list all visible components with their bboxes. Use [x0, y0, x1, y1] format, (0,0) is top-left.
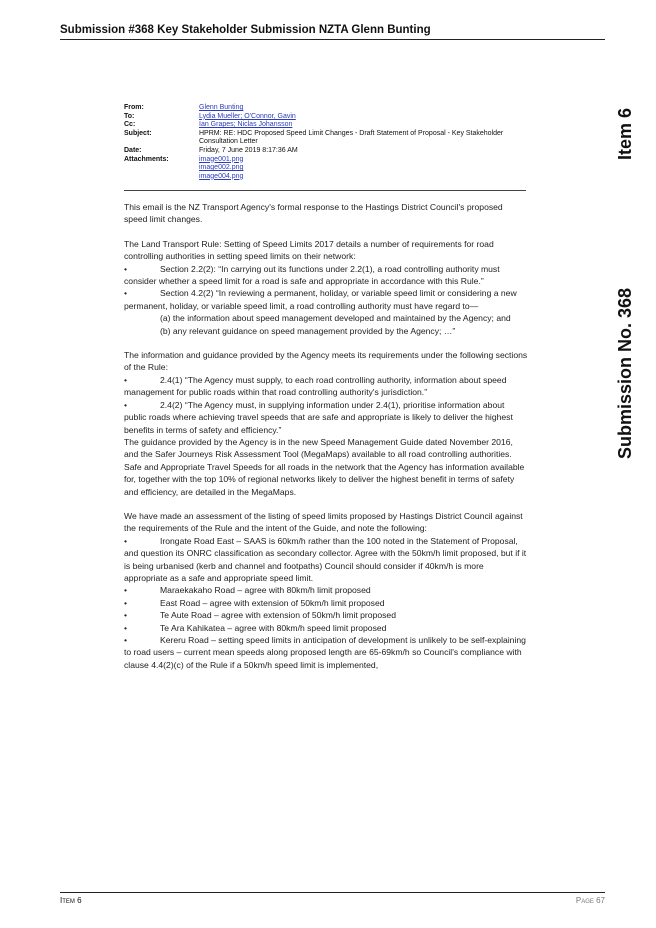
bullet-item: • Te Ara Kahikatea – agree with 80km/h speed limit proposed — [124, 622, 387, 633]
subject-value: HPRM: RE: HDC Proposed Speed Limit Changes - Draft Statement of Proposal - Key Stakeholder Consultation Letter — [199, 129, 504, 146]
paragraph: We have made an assessment of the listing of speed limits proposed by Hastings District Council against the requirements of the Rule and the intent of the Guide, and note the following: — [124, 510, 523, 534]
submission-side-label: Submission No. 368 — [615, 288, 635, 460]
attachment-link[interactable]: image004.png — [199, 172, 244, 180]
sub-clause: (a) the information about speed management developed and maintained by the Agency; and — [160, 313, 511, 324]
document-footer — [60, 892, 605, 905]
bullet-marker: • — [124, 597, 128, 608]
subject-label: Subject: — [124, 129, 152, 137]
bullet-marker: • — [124, 399, 128, 410]
bullet-marker: • — [124, 610, 128, 621]
attachment-link[interactable]: image001.png — [199, 155, 244, 163]
paragraph: The Land Transport Rule: Setting of Speed Limits 2017 details a number of requirements for road controlling authorities in setting speed limits on their network: — [124, 238, 494, 262]
from-link[interactable]: Glenn Bunting — [199, 104, 244, 111]
to-link[interactable]: Lydia Mueller; O'Connor, Gavin — [199, 112, 296, 120]
paragraph: This email is the NZ Transport Agency's formal response to the Hastings District Council's proposed speed limit changes. — [124, 202, 503, 225]
footer-page-number: Page 67 — [575, 896, 605, 905]
email-body — [124, 201, 528, 671]
document-header — [60, 24, 605, 40]
attachment-link[interactable]: image002.png — [199, 164, 244, 172]
item-side-label: Item 6 — [615, 108, 635, 161]
date-value: Friday, 7 June 2019 8:17:36 AM — [199, 146, 298, 154]
bullet-item: • Maraekakaho Road – agree with 80km/h limit proposed — [124, 585, 371, 596]
attachments-label: Attachments: — [124, 155, 169, 163]
footer-item: Item 6 — [60, 896, 82, 905]
bullet-marker: • — [124, 288, 128, 299]
date-label: Date: — [124, 146, 142, 154]
email-header — [124, 104, 526, 181]
bullet-marker: • — [124, 622, 128, 633]
bullet-item: • Te Aute Road – agree with extension of 50km/h limit proposed — [124, 610, 396, 621]
sub-clause: (b) any relevant guidance on speed management provided by the Agency; …” — [160, 325, 456, 336]
paragraph: The information and guidance provided by the Agency meets its requirements under the following sections of the Rule: — [124, 350, 528, 373]
paragraph: The guidance provided by the Agency is in the new Speed Management Guide dated November 2016, and the Safer Journeys Risk Assessment Tool (MegaMaps) available to all road controlling authorities. Safe and Appropriate Travel Speeds for all roads in the network that the Agency has information available for, together with the top 10% of regional networks likely to deliver the highest benefit in terms of safety and efficiency, are detailed in the MegaMaps. — [124, 436, 525, 497]
bullet-marker: • — [124, 635, 128, 645]
to-label: To: — [124, 112, 135, 120]
bullet-marker: • — [124, 535, 128, 546]
from-label: From: — [124, 104, 144, 111]
bullet-item: • Kereru Road – setting speed limits in anticipation of development is unlikely to be self-explaining to road users – current mean speeds along proposed length are 65-69km/h so Council's compliance with clause 4.4(2)(c) of the Rule if a 50km/h speed limit is implemented, — [124, 635, 526, 670]
bullet-item: • East Road – agree with extension of 50km/h limit proposed — [124, 597, 385, 608]
bullet-marker: • — [124, 263, 128, 274]
bullet-marker: • — [124, 585, 128, 596]
bullet-item: • Section 2.2(2): “In carrying out its functions under 2.2(1), a road controlling authority must consider whether a speed limit for a road is safe and appropriate in accordance with this Rule.” — [124, 263, 500, 287]
bullet-item: • Section 4.2(2) “In reviewing a permanent, holiday, or variable speed limit or considering a new permanent, holiday, or variable speed limit, a road controlling authority must have regard to— — [124, 288, 517, 311]
cc-label: Cc: — [124, 121, 136, 129]
bullet-item: • 2.4(2) “The Agency must, in supplying information under 2.4(1), prioritise information about public roads where achieving travel speeds that are safe and appropriate is likely to deliver the highest benefits in terms of safety and efficiency.” — [124, 399, 513, 435]
bullet-item: • 2.4(1) “The Agency must supply, to each road controlling authority, information about speed management for public roads within that road controlling authority's jurisdiction.” — [124, 374, 507, 398]
bullet-item: • Irongate Road East – SAAS is 60km/h rather than the 100 noted in the Statement of Proposal, and question its ONRC classification as secondary collector. Agree with the 50km/h limit proposed, but if it is being urbanised (kerb and channel and footpaths) Council should consider if 40km/h is more appropriate as a safe and appropriate speed limit. — [124, 535, 527, 583]
header-title: Submission #368 Key Stakeholder Submission NZTA Glenn Bunting — [60, 24, 431, 36]
cc-link[interactable]: Ian Grapes; Niclas Johansson — [199, 121, 293, 129]
divider — [124, 190, 526, 191]
bullet-marker: • — [124, 374, 128, 385]
